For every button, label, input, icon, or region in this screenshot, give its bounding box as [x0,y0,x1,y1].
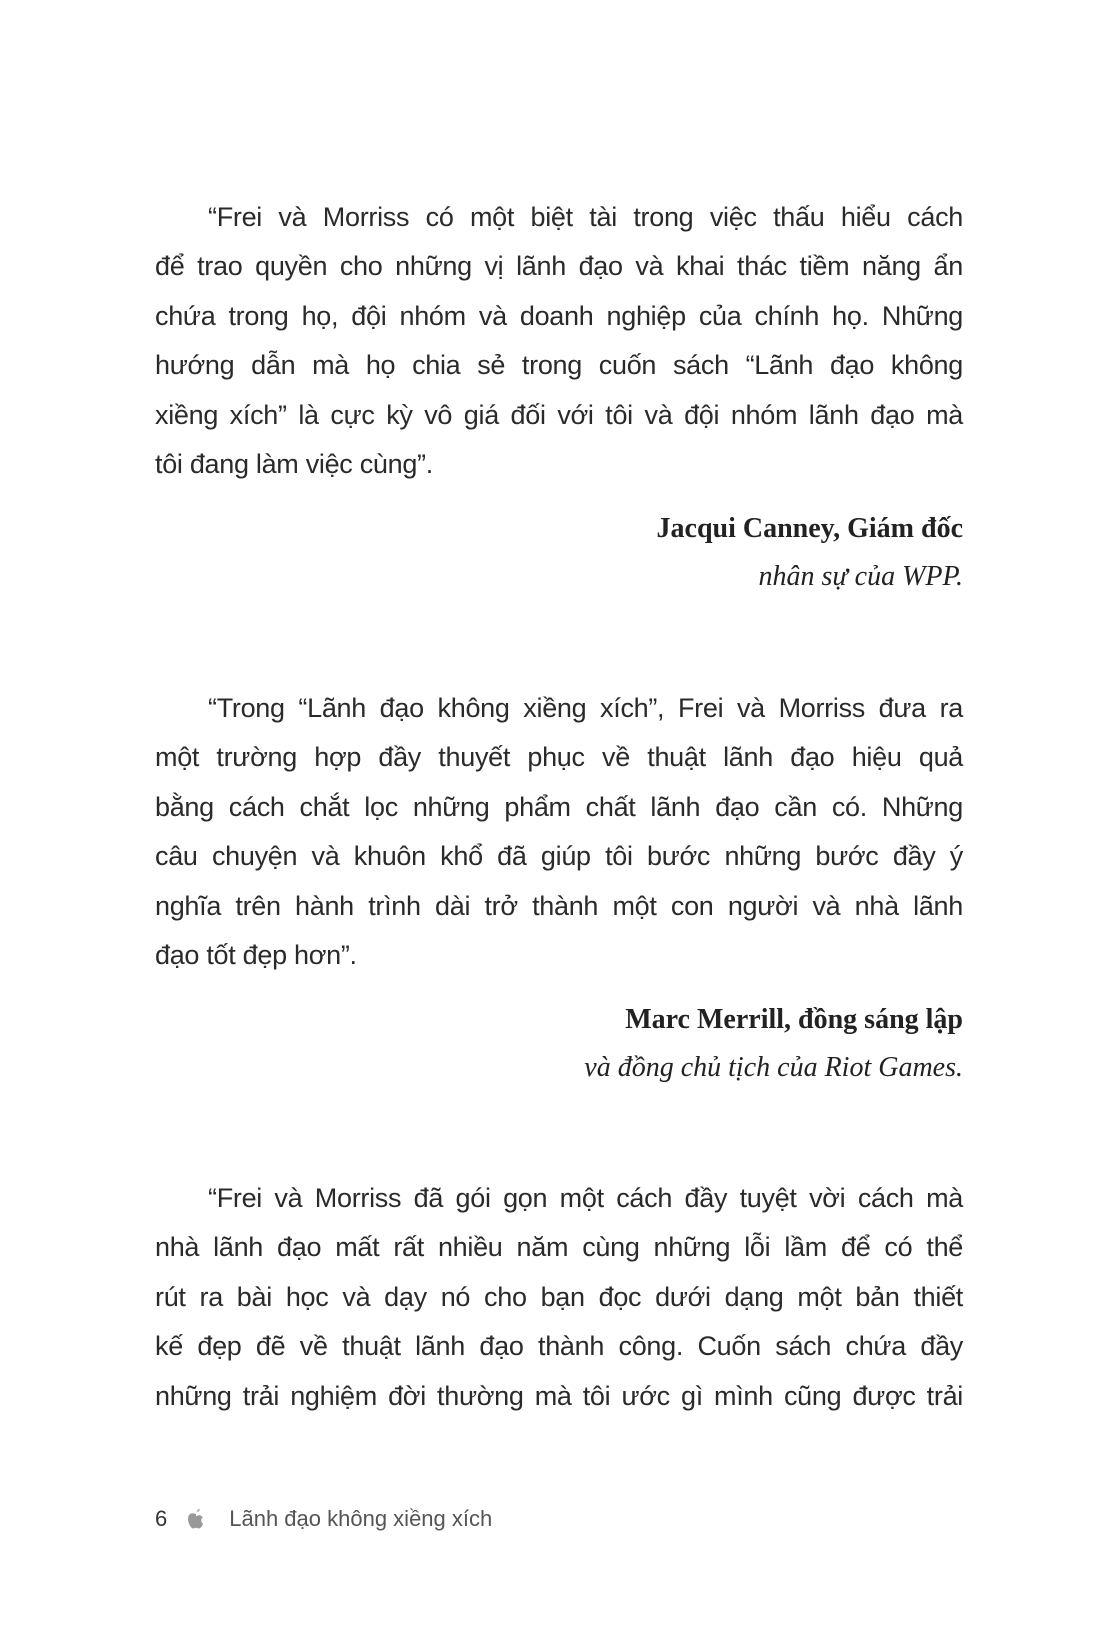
quote-line: “Frei và Morriss đã gói gọn một cách đầy tuyệt vời cách mà [208,1183,963,1213]
quote-line: đạo tốt đẹp hơn”. [155,939,357,970]
quote-author: Jacqui Canney, Giám đốc [656,513,963,544]
book-title: Lãnh đạo không xiềng xích [229,1506,493,1531]
quote-author-role: nhân sự của WPP. [758,561,963,592]
quote-line: kế đẹp đẽ về thuật lãnh đạo thành công. Cuốn sách chứa đầy [155,1331,963,1362]
quote-2 [155,684,963,980]
quote-2-attribution [584,996,963,1092]
page-number: 6 [155,1506,168,1531]
quote-line: một trường hợp đầy thuyết phục về thuật lãnh đạo hiệu quả [155,742,963,773]
quote-line: bằng cách chắt lọc những phẩm chất lãnh đạo cần có. Những [155,791,963,822]
quote-author-role: và đồng chủ tịch của Riot Games. [584,1052,963,1083]
quote-line: nghĩa trên hành trình dài trở thành một con người và nhà lãnh [155,890,963,921]
quote-1 [155,193,963,489]
quote-line: nhà lãnh đạo mất rất nhiều năm cùng những lỗi lầm để có thể [155,1232,963,1263]
page-footer [155,1502,492,1536]
quote-line: tôi đang làm việc cùng”. [155,448,433,479]
quote-line: rút ra bài học và dạy nó cho bạn đọc dưới dạng một bản thiết [155,1281,963,1312]
quote-line: chứa trong họ, đội nhóm và doanh nghiệp của chính họ. Những [155,300,963,331]
quote-author: Marc Merrill, đồng sáng lập [625,1004,963,1035]
quote-line: “Frei và Morriss có một biệt tài trong việc thấu hiểu cách [208,202,963,232]
quote-line: “Trong “Lãnh đạo không xiềng xích”, Frei và Morriss đưa ra [208,693,963,723]
quote-line: những trải nghiệm đời thường mà tôi ước gì mình cũng được trải [155,1380,963,1411]
quote-line: hướng dẫn mà họ chia sẻ trong cuốn sách “Lãnh đạo không [155,350,963,381]
quote-3 [155,1174,963,1421]
quote-line: để trao quyền cho những vị lãnh đạo và khai thác tiềm năng ẩn [155,251,963,282]
apple-logo-icon [185,1507,207,1531]
quote-1-attribution [657,505,963,601]
quote-line: câu chuyện và khuôn khổ đã giúp tôi bước những bước đầy ý [155,841,963,872]
quote-line: xiềng xích” là cực kỳ vô giá đối với tôi và đội nhóm lãnh đạo mà [155,399,963,430]
